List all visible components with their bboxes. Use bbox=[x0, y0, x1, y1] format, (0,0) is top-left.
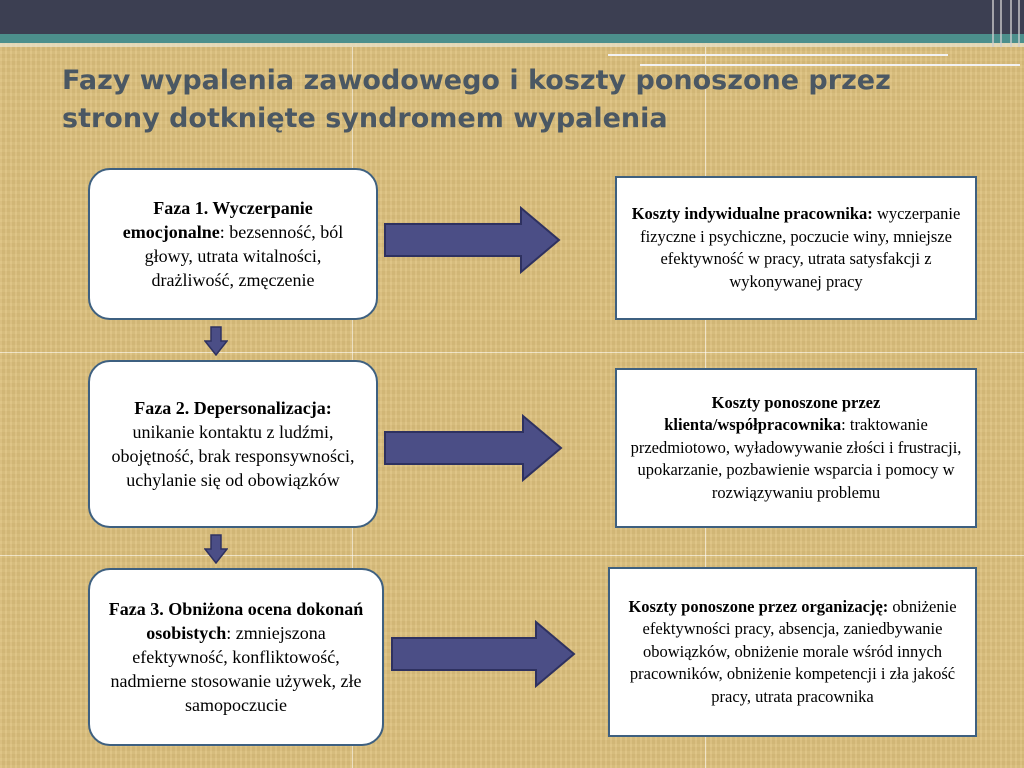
phase-3-heading: Faza 3. Obniżona ocena dokonań osobistych bbox=[108, 599, 364, 643]
top-bar bbox=[0, 0, 1024, 34]
phase-1-box bbox=[88, 168, 378, 320]
cost-3-heading: Koszty ponoszone przez organizację: bbox=[628, 596, 889, 616]
phase-1-text bbox=[104, 196, 362, 292]
cost-2-text bbox=[627, 392, 965, 505]
phase-2-heading: Faza 2. Depersonalizacja: bbox=[134, 398, 332, 418]
cost-3-description: obniżenie efektywności pracy, absencja, zaniedbywanie obowiązków, obniżenie morale wśród innych pracowników, obniżenie kompetencji i zła jakość pracy, utrata pracownika bbox=[629, 596, 957, 706]
phase-2-text bbox=[104, 396, 362, 492]
decorative-line bbox=[608, 54, 948, 56]
cost-1-box bbox=[615, 176, 977, 320]
cost-2-separator: : bbox=[841, 415, 846, 435]
cost-3-text bbox=[620, 596, 965, 709]
background-gridline bbox=[0, 352, 1024, 353]
cost-1-text bbox=[627, 203, 965, 293]
right-arrow-icon bbox=[390, 620, 578, 688]
phase-1-separator: : bbox=[219, 222, 225, 242]
right-arrow-icon bbox=[383, 206, 563, 274]
cost-1-description: wyczerpanie fizyczne i psychiczne, poczucie winy, mniejsze efektywność w pracy, utrata satysfakcji z wykonywanej pracy bbox=[640, 204, 961, 291]
down-arrow-icon bbox=[204, 326, 228, 356]
slide-title: Fazy wypalenia zawodowego i koszty ponoszone przez strony dotknięte syndromem wypalenia bbox=[62, 65, 891, 134]
cost-2-box bbox=[615, 368, 977, 528]
phase-1-heading: Faza 1. Wyczerpanie emocjonalne bbox=[122, 198, 313, 242]
top-right-decoration bbox=[984, 0, 1024, 47]
phase-2-box bbox=[88, 360, 378, 528]
cost-2-description: traktowanie przedmiotowo, wyładowywanie złości i frustracji, upokarzanie, pozbawienie wsparcia i pomocy w rozwiązywaniu problemu bbox=[630, 415, 962, 502]
top-accent-line bbox=[0, 43, 1024, 47]
right-arrow-icon bbox=[383, 414, 565, 482]
top-accent-bar bbox=[0, 34, 1024, 43]
phase-3-description: zmniejszona efektywność, konfliktowość, nadmierne stosowanie używek, złe samopoczucie bbox=[110, 623, 362, 715]
cost-3-box bbox=[608, 567, 977, 737]
cost-1-heading: Koszty indywidualne pracownika: bbox=[631, 204, 873, 223]
background-gridline bbox=[0, 555, 1024, 556]
phase-3-box bbox=[88, 568, 384, 746]
phase-3-text bbox=[104, 597, 368, 717]
phase-3-separator: : bbox=[226, 623, 232, 643]
phase-1-description: bezsenność, ból głowy, utrata witalności, drażliwość, zmęczenie bbox=[144, 222, 344, 290]
phase-2-description: unikanie kontaktu z ludźmi, obojętność, brak responsywności, uchylanie się od obowiązków bbox=[111, 422, 355, 490]
down-arrow-icon bbox=[204, 534, 228, 564]
cost-2-heading: Koszty ponoszone przez klienta/współpracownika bbox=[664, 392, 881, 435]
